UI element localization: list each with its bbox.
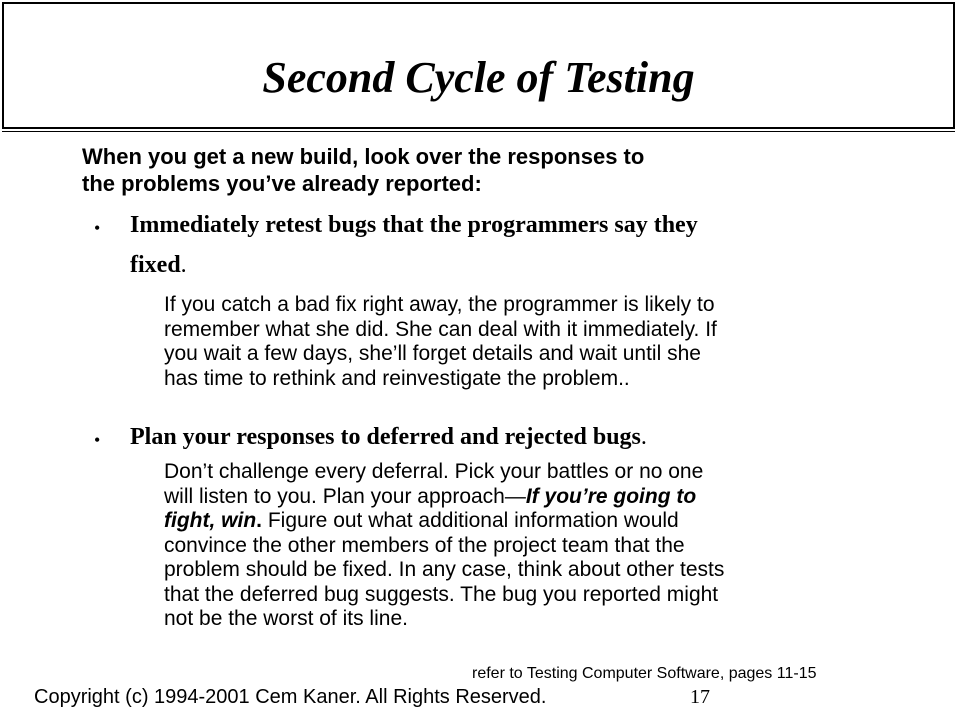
bullet-2-body-line-5: problem should be fixed. In any case, think about other tests xyxy=(164,558,725,581)
bullet-2-body-line-6: that the deferred bug suggests. The bug you reported might xyxy=(164,582,719,606)
title-box xyxy=(2,2,955,129)
bullet-2-body-line-7: not be the worst of its line. xyxy=(164,607,408,630)
bullet-1-body-line-3: you wait a few days, she’ll forget details and wait until she xyxy=(164,342,701,365)
bullet-1-body-line-4: has time to rethink and reinvestigate the problem.. xyxy=(164,366,630,390)
bullet-2-body-line-2-text: will listen to you. Plan your approach— xyxy=(164,484,526,508)
bullet-1-body-line-1: If you catch a bad fix right away, the programmer is likely to xyxy=(164,293,715,316)
bullet-2-body-line-1: Don’t challenge every deferral. Pick your battles or no one xyxy=(164,460,704,483)
bullet-1-body xyxy=(164,293,894,391)
bullet-2-body-line-3-strong: . xyxy=(256,509,262,532)
bullet-1-line-1: Immediately retest bugs that the programmers say they xyxy=(130,212,698,238)
bullet-1-period: . xyxy=(180,252,187,278)
intro-text xyxy=(82,143,882,197)
bullet-1-line-2 xyxy=(130,252,187,279)
copyright-notice: Copyright (c) 1994-2001 Cem Kaner. All Rights Reserved. xyxy=(34,686,547,708)
bullet-2-text: Plan your responses to deferred and rejected bugs xyxy=(130,424,641,450)
bullet-2-body-line-2-emph: If you’re going to xyxy=(525,484,697,508)
bullet-2-line xyxy=(130,424,647,451)
bullet-1-body-line-2: remember what she did. She can deal with it immediately. If xyxy=(164,317,717,341)
bullet-2-body-line-2 xyxy=(164,485,894,510)
bullet-2-body xyxy=(164,460,894,632)
bullet-2-marker: • xyxy=(94,430,101,450)
intro-line-1: When you get a new build, look over the responses to xyxy=(82,144,645,169)
reference-note: refer to Testing Computer Software, pages 11-15 xyxy=(472,665,817,682)
slide-title: Second Cycle of Testing xyxy=(262,53,695,102)
page-number: 17 xyxy=(690,686,710,708)
bullet-2-body-line-3 xyxy=(164,509,894,534)
bullet-2-body-line-3-rest: Figure out what additional information would xyxy=(262,509,679,532)
bullet-2-period: . xyxy=(640,424,647,450)
bullet-1-word: fixed xyxy=(130,252,181,278)
bullet-1-marker: • xyxy=(94,218,101,238)
bullet-2-body-line-4: convince the other members of the project team that the xyxy=(164,533,685,557)
bullet-2-body-line-3-emph: fight, win xyxy=(164,509,257,532)
intro-line-2: the problems you’ve already reported: xyxy=(82,171,482,196)
